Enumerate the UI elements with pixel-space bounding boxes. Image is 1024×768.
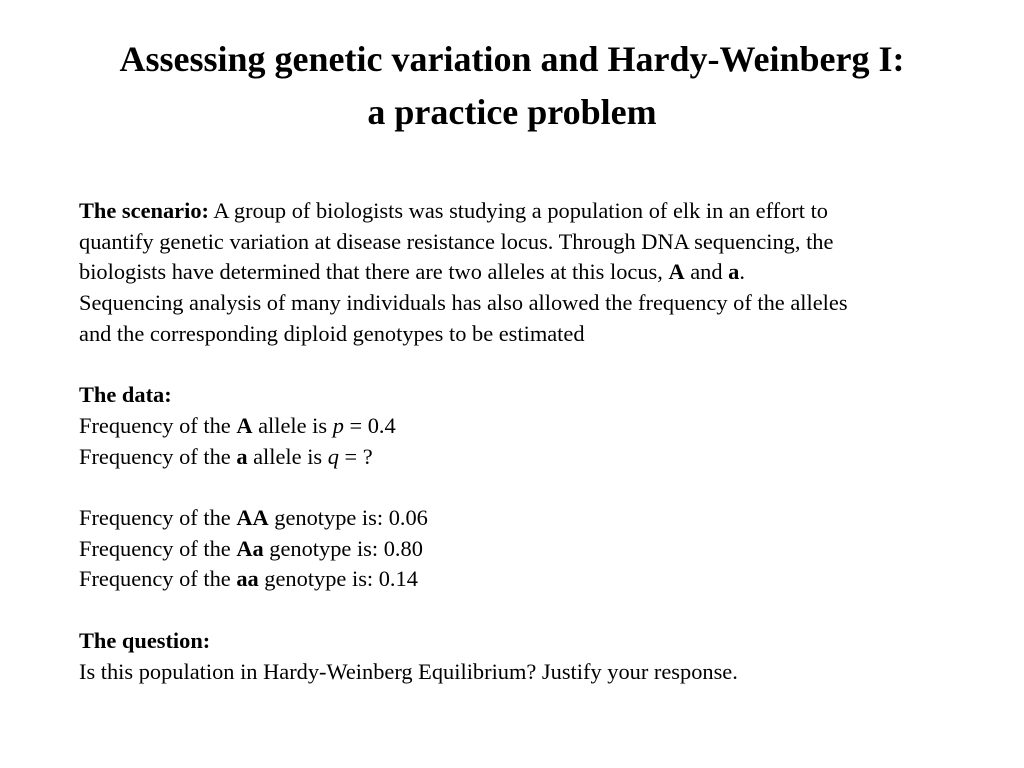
data-label: The data: (79, 382, 172, 408)
genotype-Aa-frequency: Frequency of the Aa genotype is: 0.80 (79, 535, 423, 561)
title-line-2: a practice problem (367, 92, 657, 132)
title-line-1: Assessing genetic variation and Hardy-Weinberg I: (119, 39, 905, 79)
question-text: Is this population in Hardy-Weinberg Equilibrium? Justify your response. (79, 658, 738, 684)
slide-body (79, 196, 979, 687)
allele-a-frequency: Frequency of the a allele is q = ? (79, 443, 373, 469)
allele-lower: a (728, 259, 740, 285)
scenario-line-3: biologists have determined that there are two alleles at this locus, A and a. (79, 259, 745, 285)
scenario-label: The scenario: (79, 198, 209, 223)
question-section (79, 626, 979, 687)
question-label: The question: (79, 627, 211, 653)
genotype-AA-frequency: Frequency of the AA genotype is: 0.06 (79, 505, 428, 530)
slide-title (40, 33, 984, 139)
scenario-line-2: quantify genetic variation at disease resistance locus. Through DNA sequencing, the (79, 228, 834, 254)
genotype-section (79, 503, 979, 595)
scenario-line-1: The scenario: A group of biologists was studying a population of elk in an effort to (79, 198, 828, 223)
spacer (79, 472, 979, 503)
data-section (79, 380, 979, 472)
spacer (79, 350, 979, 381)
scenario-paragraph (79, 196, 979, 350)
spacer (79, 595, 979, 626)
allele-A-frequency: Frequency of the A allele is p = 0.4 (79, 412, 396, 438)
scenario-line-5: and the corresponding diploid genotypes to be estimated (79, 320, 585, 346)
allele-upper: A (668, 259, 685, 285)
scenario-line-4: Sequencing analysis of many individuals has also allowed the frequency of the alleles (79, 290, 848, 316)
genotype-aa-frequency: Frequency of the aa genotype is: 0.14 (79, 566, 418, 592)
